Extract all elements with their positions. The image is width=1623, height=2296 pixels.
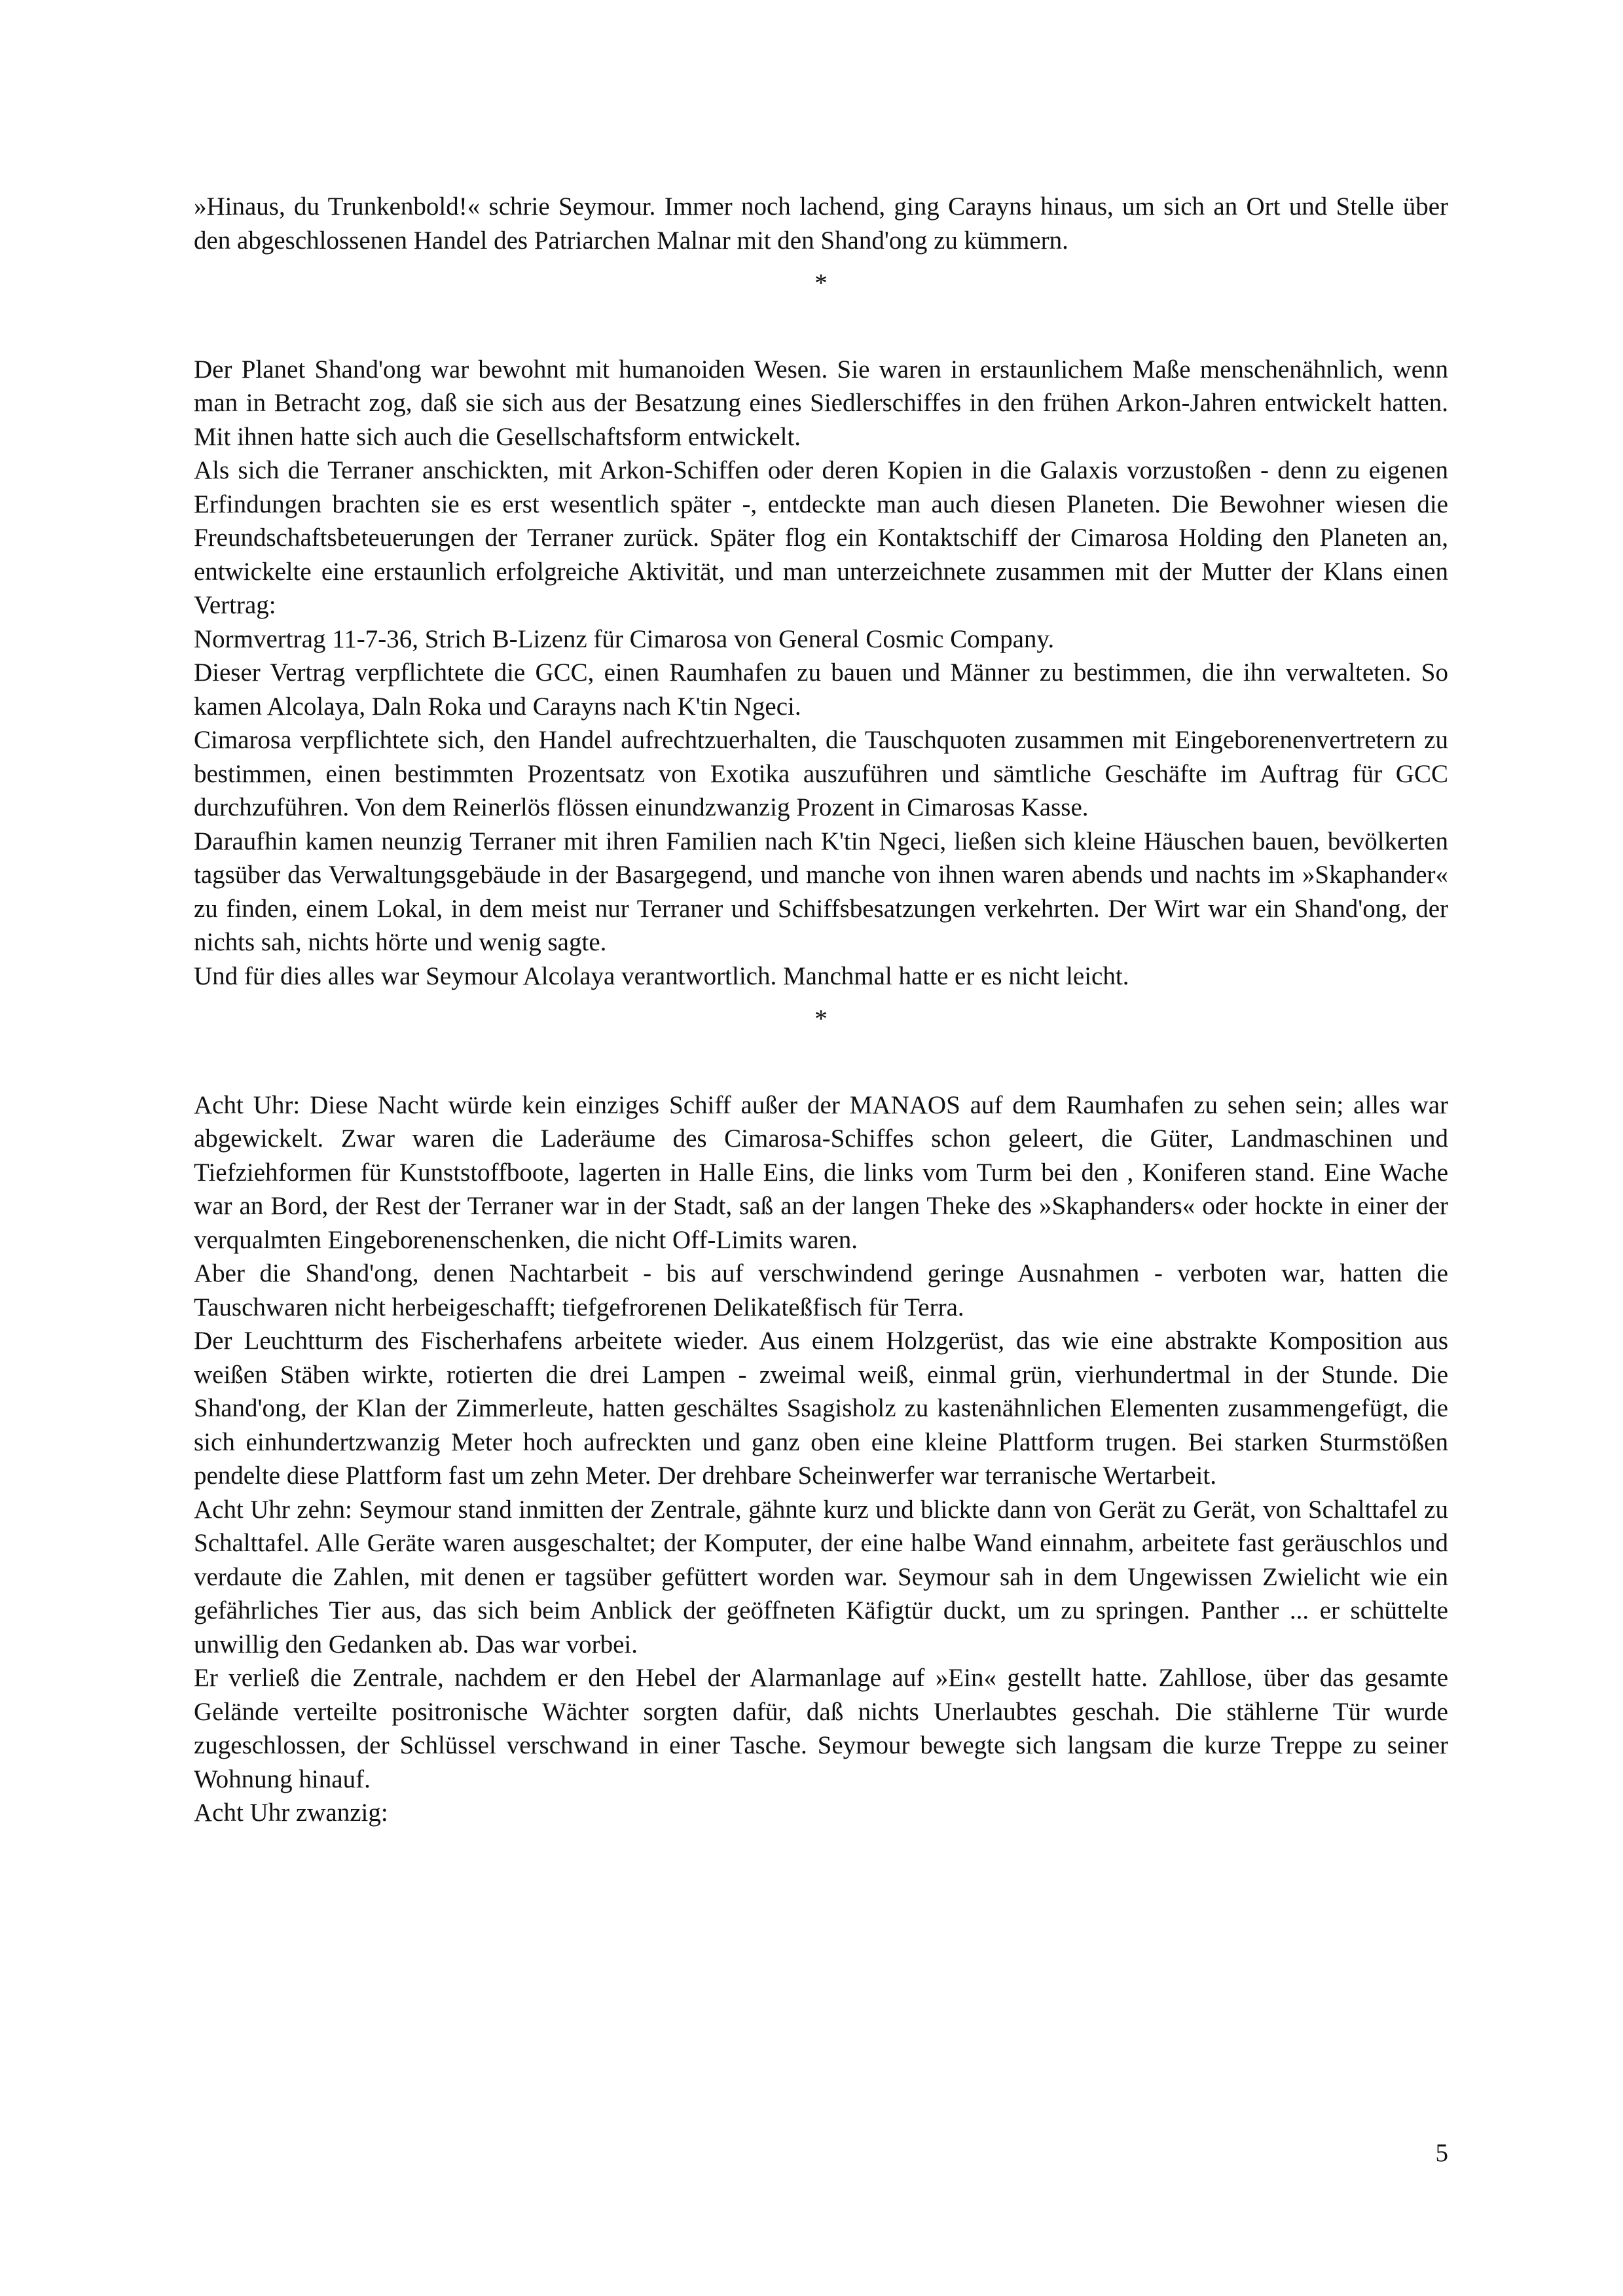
- paragraph: Er verließ die Zentrale, nachdem er den Hebel der Alarmanlage auf »Ein« gestellt hatte. Zahllose, über das gesamte Gelände verteilte positronische Wächter sorgten dafür, daß nichts Unerlaubtes geschah. Die stählerne Tür wurde zugeschlossen, der Schlüssel verschwand in einer Tasche. Seymour bewegte sich langsam die kurze Treppe zu seiner Wohnung hinauf.: [194, 1664, 1448, 1793]
- page-content: [194, 190, 1448, 1830]
- paragraph: Dieser Vertrag verpflichtete die GCC, einen Raumhafen zu bauen und Männer zu bestimmen, die ihn verwalteten. So kamen Alcolaya, Daln Roka und Carayns nach K'tin Ngeci.: [194, 658, 1448, 721]
- paragraph: Der Planet Shand'ong war bewohnt mit humanoiden Wesen. Sie waren in erstaunlichem Maße menschenähnlich, wenn man in Betracht zog, daß sie sich aus der Besatzung eines Siedlerschiffes in den frühen Arkon-Jahren entwickelt hatten. Mit ihnen hatte sich auch die Gesellschaftsform entwickelt.: [194, 355, 1448, 451]
- page-number: 5: [1435, 2139, 1448, 2167]
- paragraph: Cimarosa verpflichtete sich, den Handel aufrechtzuerhalten, die Tauschquoten zusammen mit Eingeborenenvertretern zu bestimmen, einen bestimmten Prozentsatz von Exotika auszuführen und sämtliche Geschäfte im Auftrag für GCC durchzuführen. Von dem Reinerlös flössen einundzwanzig Prozent in Cimarosas Kasse.: [194, 726, 1448, 821]
- paragraph: Aber die Shand'ong, denen Nachtarbeit - bis auf verschwindend geringe Ausnahmen - verboten war, hatten die Tauschwaren nicht herbeigeschafft; tiefgefrorenen Delikateßfisch für Terra.: [194, 1259, 1448, 1321]
- section-separator: *: [814, 269, 828, 297]
- section-separator: *: [814, 1005, 828, 1033]
- section-night: [194, 1088, 1448, 1830]
- section-opening: [194, 190, 1448, 257]
- section-planet: [194, 353, 1448, 994]
- paragraph: Acht Uhr: Diese Nacht würde kein einziges Schiff außer der MANAOS auf dem Raumhafen zu sehen sein; alles war abgewickelt. Zwar waren die Laderäume des Cimarosa-Schiffes schon geleert, die Güter, Landmaschinen und Tiefziehformen für Kunststoffboote, lagerten in Halle Eins, die links vom Turm bei den , Koniferen stand. Eine Wache war an Bord, der Rest der Terraner war in der Stadt, saß an der langen Theke des »Skaphanders« oder hockte in einer der verqualmten Eingeborenenschenken, die nicht Off-Limits waren.: [194, 1090, 1448, 1254]
- paragraph: Normvertrag 11-7-36, Strich B-Lizenz für Cimarosa von General Cosmic Company.: [194, 624, 1055, 653]
- paragraph: »Hinaus, du Trunkenbold!« schrie Seymour. Immer noch lachend, ging Carayns hinaus, um sich an Ort und Stelle über den abgeschlossenen Handel des Patriarchen Malnar mit den Shand'ong zu kümmern.: [194, 192, 1448, 255]
- paragraph: Als sich die Terraner anschickten, mit Arkon-Schiffen oder deren Kopien in die Galaxis vorzustoßen - denn zu eigenen Erfindungen brachten sie es erst wesentlich später -, entdeckte man auch diesen Planeten. Die Bewohner wiesen die Freundschaftsbeteuerungen der Terraner zurück. Später flog ein Kontaktschiff der Cimarosa Holding den Planeten an, entwickelte eine erstaunlich erfolgreiche Aktivität, und man unterzeichnete zusammen mit der Mutter der Klans einen Vertrag:: [194, 456, 1448, 619]
- paragraph: Der Leuchtturm des Fischerhafens arbeitete wieder. Aus einem Holzgerüst, das wie eine abstrakte Komposition aus weißen Stäben wirkte, rotierten die drei Lampen - zweimal weiß, einmal grün, vierhundertmal in der Stunde. Die Shand'ong, der Klan der Zimmerleute, hatten geschältes Ssagisholz zu kastenähnlichen Elementen zusammengefügt, die sich einhundertzwanzig Meter hoch aufreckten und ganz oben eine kleine Plattform trugen. Bei starken Sturmstößen pendelte diese Plattform fast um zehn Meter. Der drehbare Scheinwerfer war terranische Wertarbeit.: [194, 1327, 1448, 1490]
- paragraph: Und für dies alles war Seymour Alcolaya verantwortlich. Manchmal hatte er es nicht leicht.: [194, 961, 1129, 990]
- paragraph: Acht Uhr zehn: Seymour stand inmitten der Zentrale, gähnte kurz und blickte dann von Gerät zu Gerät, von Schalttafel zu Schalttafel. Alle Geräte waren ausgeschaltet; der Komputer, der eine halbe Wand einnahm, arbeitete fast geräuschlos und verdaute die Zahlen, mit denen er tagsüber gefüttert worden war. Seymour sah in dem Ungewissen Zwielicht wie ein gefährliches Tier aus, das sich beim Anblick der geöffneten Käfigtür duckt, um zu springen. Panther ... er schüttelte unwillig den Gedanken ab. Das war vorbei.: [194, 1495, 1448, 1659]
- paragraph: Acht Uhr zwanzig:: [194, 1799, 388, 1827]
- paragraph: Daraufhin kamen neunzig Terraner mit ihren Familien nach K'tin Ngeci, ließen sich kleine Häuschen bauen, bevölkerten tagsüber das Verwaltungsgebäude in der Basargegend, und manche von ihnen waren abends und nachts im »Skaphander« zu finden, einem Lokal, in dem meist nur Terraner und Schiffsbesatzungen verkehrten. Der Wirt war ein Shand'ong, der nichts sah, nichts hörte und wenig sagte.: [194, 827, 1448, 956]
